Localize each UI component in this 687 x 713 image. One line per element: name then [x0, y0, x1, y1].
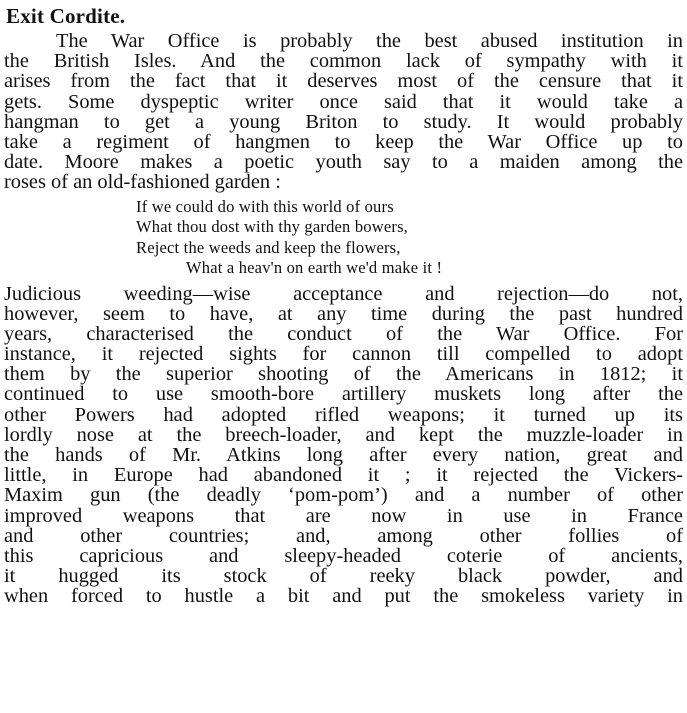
- text-line: The War Office is probably the best abused institution in: [56, 30, 683, 52]
- verse-quote: [4, 197, 683, 279]
- text-line: roses of an old-fashioned garden :: [4, 171, 281, 194]
- verse-line: What thou dost with thy garden bowers,: [136, 217, 409, 236]
- text-line: however, seem to have, at any time during the past hundred: [4, 302, 683, 325]
- text-line: when forced to hustle a bit and put the smokeless variety in: [4, 585, 683, 608]
- text-line: it hugged its stock of reeky black powder, and: [4, 565, 683, 588]
- text-line: instance, it rejected sights for cannon till compelled to adopt: [4, 343, 683, 366]
- text-line: the hands of Mr. Atkins long after every nation, great and: [4, 444, 683, 466]
- text-line: continued to use smooth-bore artillery muskets long after the: [4, 383, 683, 406]
- text-line: take a regiment of hangmen to keep the War Office up to: [4, 130, 683, 153]
- text-line: and other countries; and, among other follies of: [4, 524, 683, 547]
- text-line: Maxim gun (the deadly ‘pom-pom’) and a number of other: [4, 484, 683, 507]
- text-line: little, in Europe had abandoned it ; it rejected the Vickers-: [4, 464, 683, 487]
- verse-line: Reject the weeds and keep the flowers,: [136, 237, 401, 257]
- text-line: Judicious weeding—wise acceptance and rejection—do not,: [4, 282, 683, 305]
- text-line: date. Moore makes a poetic youth say to a maiden among the: [4, 151, 683, 174]
- text-line: the British Isles. And the common lack of sympathy with it: [4, 50, 683, 73]
- article-title: Exit Cordite.: [6, 4, 126, 28]
- text-line: other Powers had adopted rifled weapons; it turned up its: [4, 403, 683, 426]
- text-line: lordly nose at the breech-loader, and kept the muzzle-loader in: [4, 423, 683, 446]
- text-line: hangman to get a young Briton to study. It would probably: [4, 110, 683, 133]
- paragraph-intro: [4, 31, 683, 193]
- text-line: years, characterised the conduct of the War Office. For: [4, 322, 683, 345]
- text-line: this capricious and sleepy-headed coterie of ancients,: [4, 544, 683, 567]
- paragraph-body: [4, 284, 683, 607]
- text-line: improved weapons that are now in use in France: [4, 504, 683, 527]
- text-line: arises from the fact that it deserves most of the censure that it: [4, 70, 683, 93]
- article-page: [4, 4, 683, 607]
- verse-line: What a heav'n on earth we'd make it !: [186, 258, 443, 277]
- verse-line: If we could do with this world of ours: [136, 196, 394, 216]
- text-line: gets. Some dyspeptic writer once said that it would take a: [4, 90, 683, 113]
- text-line: them by the superior shooting of the Americans in 1812; it: [4, 363, 683, 386]
